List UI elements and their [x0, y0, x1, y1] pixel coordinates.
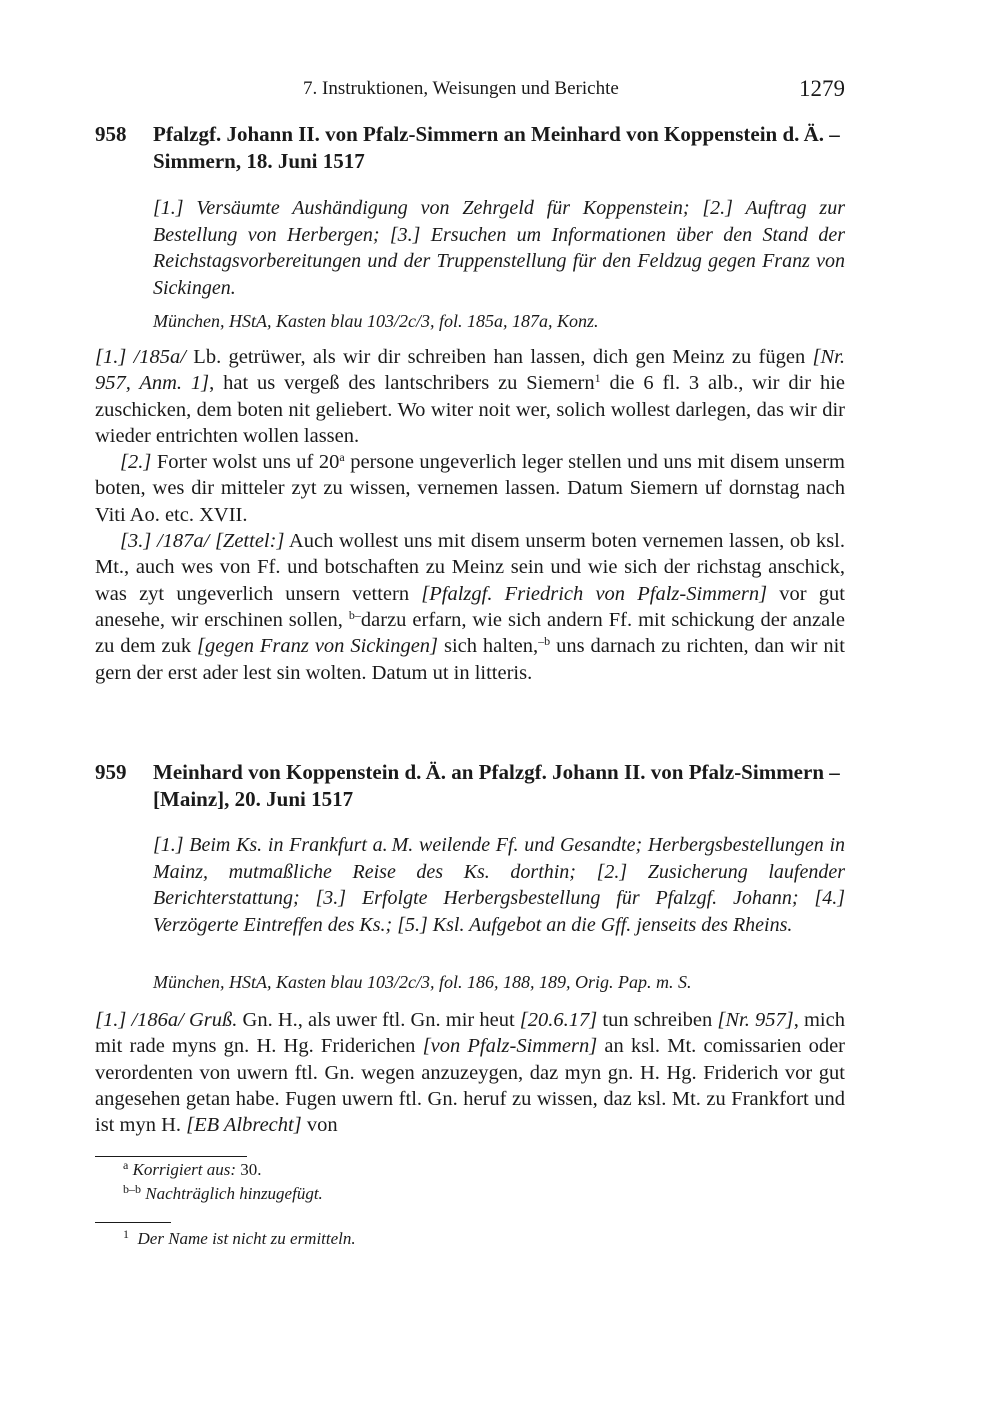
- entry-958-body: [95, 344, 845, 686]
- footnote-ref: 1: [594, 371, 601, 386]
- footnote-divider: [95, 1156, 247, 1157]
- entry-958-source: München, HStA, Kasten blau 103/2c/3, fol. 185a, 187a, Konz.: [153, 311, 599, 331]
- footnote-divider: [95, 1222, 171, 1223]
- entry-number: 958: [95, 122, 127, 146]
- entry-title: Pfalzgf. Johann II. von Pfalz-Simmern an Meinhard von Koppenstein d. Ä. – Simmern, 18. Juni 1517: [153, 122, 840, 173]
- entry-959-source: München, HStA, Kasten blau 103/2c/3, fol. 186, 188, 189, Orig. Pap. m. S.: [153, 972, 692, 992]
- paragraph: [2.] Forter wolst uns uf 20$^a$ persone ungeverlich leger stellen und uns mit disem unserm boten, wes dir mitteler zyt zu wissen, vernemen lassen. Datum Siemern uf dornstag nach Viti Ao. etc. XVII.: [95, 450, 845, 526]
- document-page: [95, 0, 845, 1418]
- footnote-b: $^{b-b}$ Nachträglich hinzugefügt.: [123, 1182, 323, 1203]
- entry-958-heading: [95, 121, 845, 175]
- entry-959-regest: [1.] Beim Ks. in Frankfurt a. M. weilende Ff. und Gesandte; Herbergsbestellungen in Mainz, mutmaßliche Reise des Ks. dorthin; [2.] Zusicherung laufender Berichterstattung; [3.] Erfolgte Herbergsbestellung für Pfalzgf. Johann; [4.] Verzögerte Eintreffen des Ks.; [5.] Ksl. Aufgebot an die Gff. jenseits des Rheins.: [153, 834, 845, 936]
- entry-959-heading: [95, 759, 845, 813]
- footnote-ref: b–: [348, 607, 361, 622]
- running-head-title: 7. Instruktionen, Weisungen und Berichte: [303, 78, 619, 99]
- paragraph: [1.] /185a/ Lb. getrüwer, als wir dir schreiben han lassen, dich gen Meinz zu fügen [Nr. 957, Anm. 1], hat us vergeß des lantschribers zu Siemern$^1$ die 6 fl. 3 alb., wir dir hie zuschicken, dem boten nit geliebert. Wo witer noit wer, solich wollest darlegen, das wir dir wieder entrichten wollen lassen.: [95, 346, 846, 447]
- paragraph: [1.] /186a/ Gruß. Gn. H., als uwer ftl. Gn. mir heut [20.6.17] tun schreiben [Nr. 957], mich mit rade myns gn. H. Hg. Friderichen [von Pfalz-Simmern] an ksl. Mt. comissarien oder verordenten von uwern ftl. Gn. wegen anzuzeygen, daz myn gn. H. Hg. Friderich vor gut angesehen getan habe. Fugen uwern ftl. Gn. heruf zu wissen, daz ksl. Mt. zu Frankfort und ist myn H. [EB Albrecht] von: [95, 1009, 845, 1137]
- page-number: 1279: [799, 76, 845, 101]
- footnote-ref: –b: [538, 634, 551, 649]
- paragraph: [3.] /187a/ [Zettel:] Auch wollest uns mit disem unserm boten vernemen lassen, ob ksl. Mt., auch wes von Ff. und botschaften zu Meinz sein und wie sich der richstag anschick, was zyt ungeverlich unsern vettern [Pfalzgf. Friedrich von Pfalz-Simmern] vor gut anesehe, wir erschinen sollen, $^{b-}$darzu erfarn, wie sich andern Ff. mit schickung der anzale zu dem zuk [gegen Franz von Sickingen] sich halten,$^{-b}$ uns darnach zu richten, dan wir nit gern der erst ader lest sin wolten. Datum ut in litteris.: [95, 530, 846, 684]
- entry-959-body: [95, 1007, 845, 1138]
- entry-number: 959: [95, 760, 127, 784]
- footnote-1: $^1$ Der Name ist nicht zu ermitteln.: [123, 1227, 356, 1248]
- entry-958-regest: [1.] Versäumte Aushändigung von Zehrgeld für Koppenstein; [2.] Auftrag zur Bestellung von Herbergen; [3.] Ersuchen um Informationen über den Stand der Reichstagsvorbereitungen und der Truppenstellung für den Feldzug gegen Franz von Sickingen.: [153, 197, 845, 299]
- footnote-a: $^a$ Korrigiert aus: 30.: [123, 1158, 262, 1179]
- footnote-ref: a: [339, 450, 345, 465]
- entry-title: Meinhard von Koppenstein d. Ä. an Pfalzgf. Johann II. von Pfalz-Simmern – [Mainz], 20. Juni 1517: [153, 760, 840, 811]
